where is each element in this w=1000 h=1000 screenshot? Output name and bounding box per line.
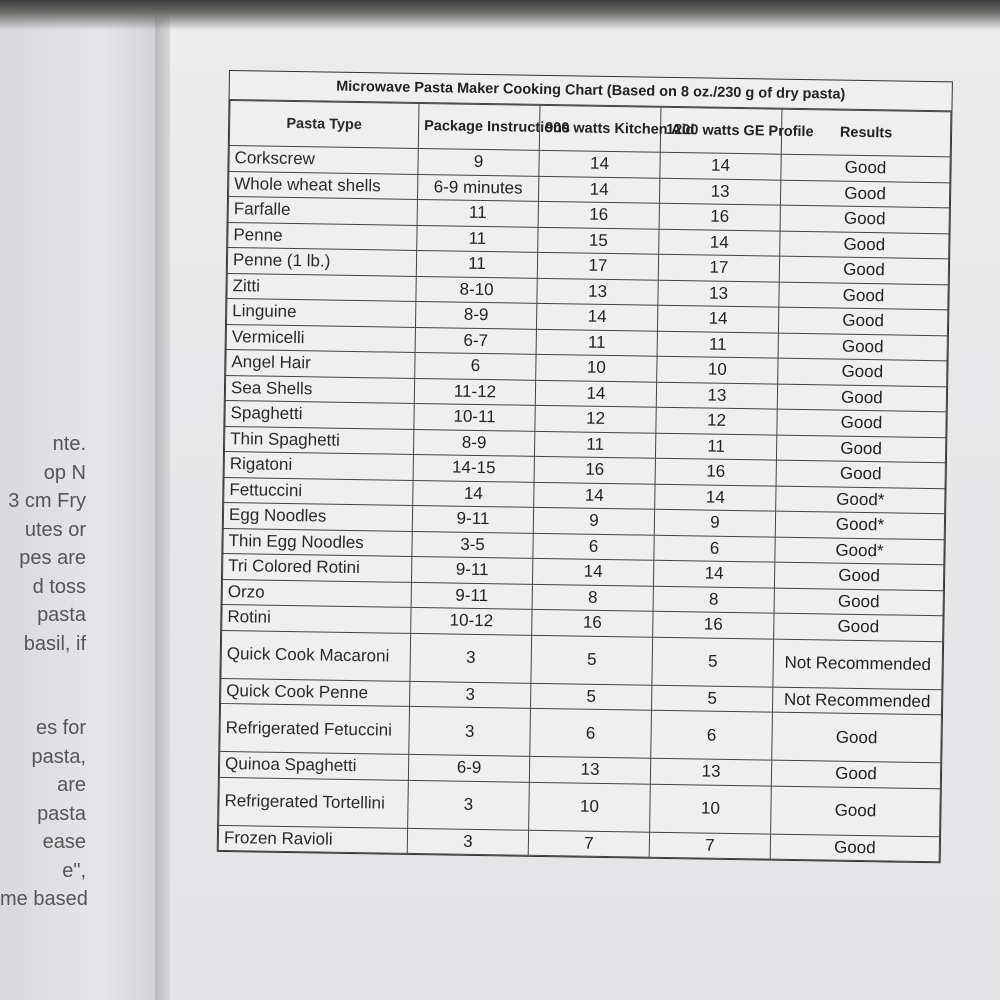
cell-1200-watts: 14 [657, 305, 778, 332]
cell-1200-watts: 14 [655, 484, 776, 511]
cell-package-time: 9-11 [411, 556, 532, 583]
cell-pasta-type: Orzo [222, 579, 411, 607]
cell-pasta-type: Refrigerated Fetuccini [220, 703, 410, 754]
cooking-chart [217, 70, 953, 863]
cell-900-watts: 13 [529, 756, 650, 783]
cell-result: Good [780, 205, 949, 233]
cell-pasta-type: Angel Hair [226, 349, 415, 377]
cell-900-watts: 16 [532, 609, 653, 636]
cell-1200-watts: 6 [651, 710, 773, 760]
cell-pasta-type: Penne (1 lb.) [227, 248, 416, 276]
header-pasta-type: Pasta Type [229, 101, 419, 149]
cell-900-watts: 8 [532, 584, 653, 611]
cell-result: Good [778, 307, 947, 335]
cell-result: Good [779, 282, 948, 310]
cell-package-time: 10-12 [411, 607, 532, 634]
cell-result: Good [774, 588, 943, 616]
cell-pasta-type: Quick Cook Macaroni [221, 630, 411, 681]
cell-pasta-type: Thin Egg Noodles [223, 528, 412, 556]
cell-result: Good [780, 180, 949, 208]
cell-900-watts: 12 [535, 405, 656, 432]
cell-result: Good [779, 256, 948, 284]
left-page-fragment: utes or [24, 518, 86, 541]
left-page-fragment: basil, if [23, 632, 86, 655]
cell-1200-watts: 16 [653, 611, 774, 638]
left-page-text [0, 430, 110, 914]
cell-1200-watts: 5 [652, 637, 774, 687]
header-1200-watts: 1200 watts GE Profile [660, 107, 782, 154]
cell-pasta-type: Farfalle [228, 197, 417, 225]
cell-900-watts: 11 [536, 329, 657, 356]
cell-package-time: 11 [416, 250, 537, 277]
cell-900-watts: 16 [538, 201, 659, 228]
cell-1200-watts: 16 [659, 203, 780, 230]
cell-900-watts: 7 [528, 830, 649, 857]
cell-package-time: 8-10 [416, 276, 537, 303]
cell-package-time: 14 [413, 480, 534, 507]
cell-1200-watts: 11 [657, 331, 778, 358]
cell-1200-watts: 12 [656, 407, 777, 434]
cell-pasta-type: Frozen Ravioli [218, 825, 407, 853]
cell-1200-watts: 9 [654, 509, 775, 536]
cell-1200-watts: 16 [655, 458, 776, 485]
left-page-fragment: me based [0, 888, 88, 910]
cell-1200-watts: 14 [659, 229, 780, 256]
cell-900-watts: 13 [537, 278, 658, 305]
cell-900-watts: 14 [536, 303, 657, 330]
cell-900-watts: 9 [533, 507, 654, 534]
cell-result: Good* [775, 537, 944, 565]
cell-1200-watts: 14 [653, 560, 774, 587]
cell-900-watts: 15 [538, 227, 659, 254]
cell-pasta-type: Corkscrew [229, 146, 418, 174]
cell-result: Good [777, 384, 946, 412]
cell-pasta-type: Tri Colored Rotini [223, 553, 412, 581]
cell-900-watts: 14 [534, 482, 655, 509]
cell-package-time: 3 [407, 828, 528, 855]
cell-result: Good [776, 460, 945, 488]
cell-1200-watts: 5 [651, 685, 772, 712]
header-package-instructions: Package Instructions [418, 103, 540, 150]
cell-result: Good [771, 786, 941, 837]
cell-package-time: 8-9 [413, 429, 534, 456]
cell-1200-watts: 6 [654, 535, 775, 562]
header-results: Results [781, 109, 951, 157]
cell-900-watts: 14 [535, 380, 656, 407]
cell-1200-watts: 13 [658, 280, 779, 307]
cell-package-time: 3 [408, 780, 530, 830]
cell-package-time: 11 [417, 199, 538, 226]
cell-1200-watts: 17 [658, 254, 779, 281]
cell-900-watts: 6 [530, 708, 652, 758]
cell-1200-watts: 13 [656, 382, 777, 409]
cell-900-watts: 5 [531, 635, 653, 685]
cell-1200-watts: 10 [650, 784, 772, 834]
cell-1200-watts: 13 [659, 178, 780, 205]
header-900-watts: 900 watts Kitchen Aid [539, 105, 661, 152]
cell-package-time: 6-7 [415, 327, 536, 354]
cell-package-time: 3 [410, 681, 531, 708]
cell-package-time: 11-12 [414, 378, 535, 405]
left-page-fragment: pasta [37, 802, 86, 825]
left-page-fragment: pes are [19, 547, 86, 569]
cell-pasta-type: Thin Spaghetti [225, 426, 414, 454]
cell-result: Good [781, 154, 950, 182]
cell-900-watts: 16 [534, 456, 655, 483]
cell-result: Good [774, 613, 943, 641]
cell-result: Good [770, 834, 939, 862]
cell-package-time: 14-15 [413, 454, 534, 481]
cell-900-watts: 10 [536, 354, 657, 381]
cell-900-watts: 17 [537, 252, 658, 279]
cell-900-watts: 6 [533, 533, 654, 560]
cell-result: Good [771, 760, 940, 788]
left-page-fragment: d toss [32, 575, 86, 598]
cell-900-watts: 14 [532, 558, 653, 585]
cell-pasta-type: Zitti [227, 273, 416, 301]
left-page-fragment: es for [35, 717, 86, 739]
top-shadow [0, 0, 1000, 30]
left-page-fragment: pasta, [31, 745, 86, 768]
cell-900-watts: 5 [531, 683, 652, 710]
cell-result: Not Recommended [773, 639, 943, 690]
cell-900-watts: 10 [529, 782, 651, 832]
cell-result: Not Recommended [772, 687, 941, 715]
left-page-fragment: ease [42, 831, 86, 853]
cell-pasta-type: Whole wheat shells [229, 171, 418, 199]
cell-package-time: 9-11 [411, 582, 532, 609]
cell-result: Good [778, 333, 947, 361]
cell-package-time: 8-9 [415, 301, 536, 328]
left-page-fragment: are [57, 774, 86, 796]
left-page-fragment: pasta [37, 604, 86, 626]
cell-1200-watts: 11 [655, 433, 776, 460]
cell-1200-watts: 8 [653, 586, 774, 613]
cell-package-time: 9-11 [412, 505, 533, 532]
cell-pasta-type: Egg Noodles [223, 502, 412, 530]
cell-package-time: 3 [409, 706, 531, 756]
cell-pasta-type: Rigatoni [224, 451, 413, 479]
cell-1200-watts: 14 [660, 152, 781, 179]
cell-package-time: 10-11 [414, 403, 535, 430]
cell-package-time: 9 [418, 148, 539, 175]
cell-pasta-type: Penne [228, 222, 417, 250]
cell-result: Good* [775, 511, 944, 539]
cell-pasta-type: Quinoa Spaghetti [219, 751, 408, 779]
cell-package-time: 11 [417, 225, 538, 252]
cell-pasta-type: Fettuccini [224, 477, 413, 505]
cell-pasta-type: Sea Shells [225, 375, 414, 403]
cell-package-time: 3 [410, 633, 532, 683]
cell-900-watts: 14 [538, 176, 659, 203]
cell-result: Good [776, 435, 945, 463]
cell-result: Good [780, 231, 949, 259]
cell-900-watts: 11 [534, 431, 655, 458]
cell-900-watts: 14 [539, 150, 660, 177]
table-body [218, 146, 950, 862]
cell-result: Good [772, 712, 942, 763]
cell-package-time: 6-9 minutes [417, 174, 538, 201]
cell-pasta-type: Rotini [222, 604, 411, 632]
cell-result: Good [777, 409, 946, 437]
cell-1200-watts: 7 [649, 832, 770, 859]
left-page-fragment: op N [43, 461, 86, 484]
left-page-fragment: 3 cm Fry [8, 490, 86, 512]
cell-result: Good* [776, 486, 945, 514]
cell-1200-watts: 13 [650, 758, 771, 785]
cell-result: Good [774, 562, 943, 590]
cell-pasta-type: Quick Cook Penne [221, 678, 410, 706]
cell-1200-watts: 10 [657, 356, 778, 383]
cell-package-time: 3-5 [412, 531, 533, 558]
chart-title: Microwave Pasta Maker Cooking Chart (Based on 8 oz./230 g of dry pasta) [230, 71, 952, 111]
cell-package-time: 6 [415, 352, 536, 379]
cell-pasta-type: Refrigerated Tortellini [219, 777, 409, 828]
cell-pasta-type: Vermicelli [226, 324, 415, 352]
left-page-fragment: nte. [52, 433, 86, 455]
cell-pasta-type: Spaghetti [225, 400, 414, 428]
cell-result: Good [778, 358, 947, 386]
cell-package-time: 6-9 [408, 754, 529, 781]
left-page-fragment: e", [62, 859, 86, 882]
cooking-table [218, 100, 952, 862]
cell-pasta-type: Linguine [227, 298, 416, 326]
